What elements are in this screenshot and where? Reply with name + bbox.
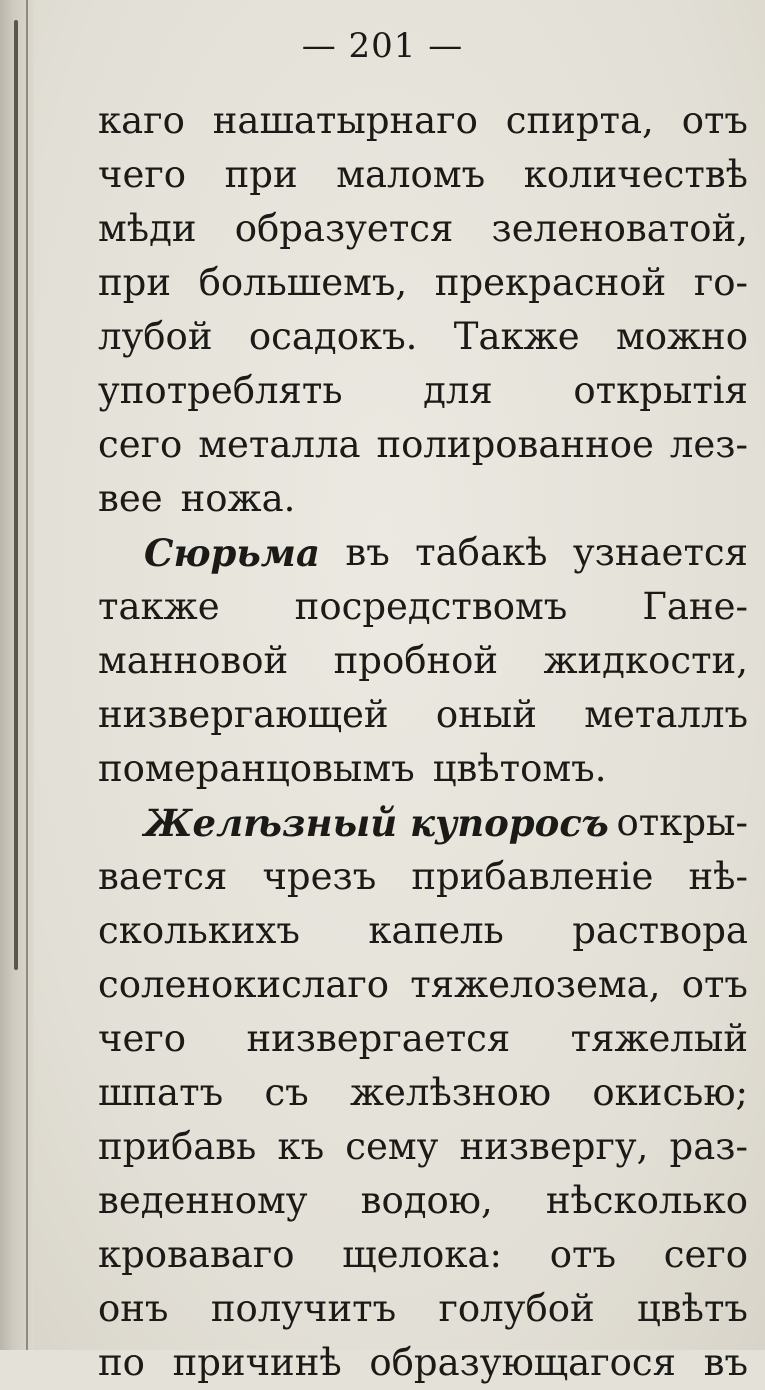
word: желѣзною <box>350 1071 552 1114</box>
word: щелока: <box>342 1233 502 1276</box>
text-line <box>98 1228 748 1282</box>
word: получитъ <box>210 1287 397 1330</box>
word: померанцовымъ <box>98 747 415 790</box>
word: большемъ, <box>198 261 408 304</box>
word: въ <box>703 1341 748 1384</box>
body-text <box>98 94 748 1390</box>
word: оный <box>435 693 537 736</box>
word: прибавь <box>98 1125 257 1168</box>
word: онъ <box>98 1287 169 1330</box>
word: образующагося <box>369 1341 676 1384</box>
word: металла <box>198 423 361 466</box>
word: го- <box>693 261 748 304</box>
text-line <box>98 688 748 742</box>
text-line <box>98 1174 748 1228</box>
word: прибавленіе <box>411 855 654 898</box>
spine-edge <box>26 0 28 1350</box>
word: сего <box>663 1233 748 1276</box>
page-number: — 201 — <box>301 26 464 66</box>
word: маломъ <box>336 153 486 196</box>
text-line <box>98 1336 748 1390</box>
text-line <box>98 256 748 310</box>
word: образуется <box>234 207 454 250</box>
text-line <box>98 1120 748 1174</box>
word: причинѣ <box>172 1341 342 1384</box>
word: кроваваго <box>98 1233 295 1276</box>
word: Также <box>453 315 580 358</box>
word: въ <box>345 531 390 574</box>
text-line <box>98 1012 748 1066</box>
word: лубой <box>98 315 213 358</box>
text-line <box>98 1282 748 1336</box>
word: цвѣтъ <box>637 1287 748 1330</box>
word: тяжелый <box>570 1017 748 1060</box>
word: табакѣ <box>415 531 548 574</box>
word: ножа. <box>180 477 296 520</box>
word: вается <box>98 855 228 898</box>
word: количествѣ <box>523 153 748 196</box>
word: раз- <box>669 1125 748 1168</box>
text-line <box>98 148 748 202</box>
word: отъ <box>681 99 748 142</box>
text-line <box>98 202 748 256</box>
word: употреблять <box>98 369 343 412</box>
word: окисью; <box>592 1071 748 1114</box>
word: раствора <box>572 909 748 952</box>
text-line <box>98 94 748 148</box>
word: тяжелозема, <box>410 963 661 1006</box>
word: низвергающей <box>98 693 389 736</box>
text-line <box>98 850 748 904</box>
text-line <box>98 526 748 580</box>
word: открытія <box>573 369 748 412</box>
word: по <box>98 1341 145 1384</box>
book-spine <box>0 0 34 1350</box>
text-line <box>98 364 748 418</box>
word: Желѣзный купоросъ <box>144 801 609 845</box>
text-line <box>98 472 748 526</box>
text-line <box>98 634 748 688</box>
word: узнается <box>572 531 748 574</box>
text-line <box>98 1066 748 1120</box>
text-line <box>98 958 748 1012</box>
word: мѣди <box>98 207 197 250</box>
word: можно <box>615 315 748 358</box>
word: сколькихъ <box>98 909 300 952</box>
word: нѣсколько <box>545 1179 748 1222</box>
word: также <box>98 585 220 628</box>
word: сему <box>345 1125 439 1168</box>
word: чего <box>98 1017 187 1060</box>
word: зеленоватой, <box>491 207 748 250</box>
word: низвергу, <box>459 1125 649 1168</box>
word: осадокъ. <box>248 315 418 358</box>
word: шпатъ <box>98 1071 224 1114</box>
word: пробной <box>333 639 499 682</box>
word: вее <box>98 477 163 520</box>
word: водою, <box>360 1179 493 1222</box>
word: Сюрьма <box>144 531 320 575</box>
word: съ <box>264 1071 309 1114</box>
word: посредствомъ <box>294 585 568 628</box>
word: манновой <box>98 639 289 682</box>
word: откры- <box>616 801 748 844</box>
word: прекрасной <box>434 261 667 304</box>
text-line <box>98 418 748 472</box>
word: отъ <box>549 1233 616 1276</box>
word: чего <box>98 153 187 196</box>
word: голубой <box>438 1287 595 1330</box>
text-line <box>98 742 748 796</box>
word: жидкости, <box>543 639 748 682</box>
text-line <box>98 904 748 958</box>
word: къ <box>277 1125 325 1168</box>
word: металлъ <box>584 693 748 736</box>
word: лез- <box>669 423 748 466</box>
word: низвергается <box>246 1017 511 1060</box>
word: соленокислаго <box>98 963 390 1006</box>
text-line <box>98 796 748 850</box>
word: спирта, <box>505 99 654 142</box>
word: Гане- <box>642 585 748 628</box>
word: для <box>423 369 493 412</box>
text-line <box>98 580 748 634</box>
word: сего <box>98 423 183 466</box>
spine-shadow <box>14 20 18 970</box>
word: при <box>224 153 298 196</box>
word: полированное <box>376 423 654 466</box>
word: цвѣтомъ. <box>432 747 607 790</box>
word: каго <box>98 99 185 142</box>
word: отъ <box>681 963 748 1006</box>
word: нашатырнаго <box>212 99 478 142</box>
text-line <box>98 310 748 364</box>
word: капель <box>368 909 504 952</box>
word: нѣ- <box>688 855 748 898</box>
word: при <box>98 261 172 304</box>
word: чрезъ <box>262 855 377 898</box>
word: веденному <box>98 1179 308 1222</box>
